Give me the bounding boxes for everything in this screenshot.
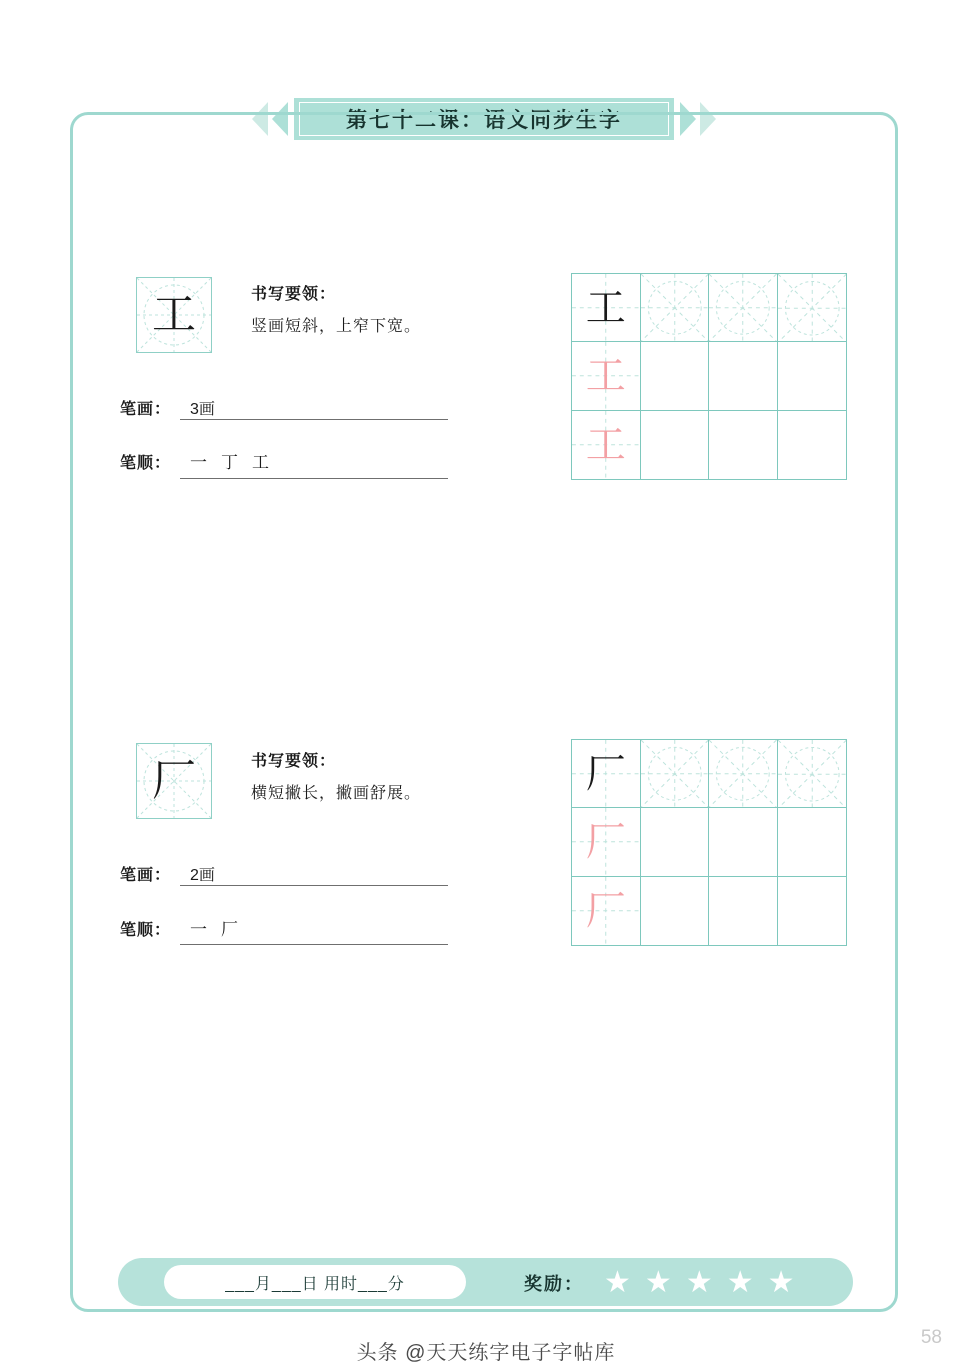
stroke-order-underline-1	[180, 478, 448, 479]
star-icon[interactable]: ★	[767, 1266, 795, 1299]
stroke-order-sequence-2	[190, 915, 252, 940]
practice-character: 厂	[585, 750, 626, 797]
practice-cell[interactable]	[572, 411, 641, 479]
page-title: 第七十二课：语文同步生字	[346, 109, 622, 132]
stroke-count-underline-2	[180, 885, 448, 886]
stroke-order-underline-2	[180, 944, 448, 945]
practice-grid-1	[571, 273, 847, 480]
stroke-count-underline-1	[180, 419, 448, 420]
cell-guide-lines	[709, 274, 777, 342]
practice-cell[interactable]	[709, 274, 778, 342]
tips-text-2: 横短撇长，撇画舒展。	[251, 785, 422, 802]
practice-cell[interactable]	[709, 877, 778, 945]
practice-cell[interactable]	[709, 411, 778, 479]
practice-cell[interactable]	[572, 274, 641, 342]
practice-cell[interactable]	[778, 342, 847, 410]
reward-stars	[604, 1266, 795, 1300]
practice-cell[interactable]	[641, 740, 710, 808]
cell-guide-lines	[778, 274, 847, 342]
practice-cell[interactable]	[778, 411, 847, 479]
practice-cell[interactable]	[641, 877, 710, 945]
reward-label: 奖励：	[524, 1274, 584, 1294]
watermark-text: 头条 @天天练字电子字帖库	[356, 1342, 616, 1364]
star-icon[interactable]: ★	[685, 1266, 713, 1299]
demo-character-1: 工	[152, 289, 196, 340]
date-time-field[interactable]: ___月___日 用时___分	[164, 1265, 466, 1299]
stroke-count-value-1: 3画	[190, 401, 215, 418]
practice-cell[interactable]	[778, 808, 847, 876]
stroke-glyph: 一	[190, 453, 221, 473]
practice-character: 工	[585, 352, 626, 399]
demo-character-2: 厂	[152, 755, 196, 806]
practice-cell[interactable]	[641, 342, 710, 410]
cell-guide-lines	[709, 740, 777, 808]
star-icon[interactable]: ★	[726, 1266, 754, 1299]
practice-cell[interactable]	[641, 808, 710, 876]
star-icon[interactable]: ★	[604, 1266, 631, 1299]
stroke-count-label-1: 笔画：	[120, 401, 172, 418]
practice-grid-2	[571, 739, 847, 946]
practice-cell[interactable]	[778, 740, 847, 808]
practice-cell[interactable]	[709, 342, 778, 410]
practice-character: 厂	[585, 818, 626, 865]
cell-guide-lines	[641, 274, 709, 342]
stroke-order-sequence-1	[190, 448, 283, 473]
practice-cell[interactable]	[709, 740, 778, 808]
practice-cell[interactable]	[709, 808, 778, 876]
stroke-glyph: 一	[190, 920, 221, 940]
star-icon[interactable]: ★	[644, 1266, 672, 1299]
practice-cell[interactable]	[572, 342, 641, 410]
practice-cell[interactable]	[572, 808, 641, 876]
practice-character: 工	[585, 421, 626, 468]
demo-character-box-2	[136, 743, 212, 819]
stroke-glyph: 厂	[221, 920, 252, 940]
practice-cell[interactable]	[641, 411, 710, 479]
demo-character-box-1	[136, 277, 212, 353]
stroke-order-label-1: 笔顺：	[120, 455, 172, 472]
stroke-glyph: 丁	[221, 453, 252, 473]
stroke-order-label-2: 笔顺：	[120, 922, 172, 939]
tips-text-1: 竖画短斜，上窄下宽。	[251, 318, 422, 335]
stroke-count-label-2: 笔画：	[120, 867, 172, 884]
page-number: 58	[920, 1327, 942, 1348]
practice-cell[interactable]	[572, 740, 641, 808]
practice-cell[interactable]	[778, 877, 847, 945]
tips-title-2: 书写要领：	[251, 753, 337, 770]
practice-character: 厂	[585, 887, 626, 934]
practice-cell[interactable]	[778, 274, 847, 342]
practice-cell[interactable]	[572, 877, 641, 945]
stroke-glyph: 工	[252, 453, 283, 473]
practice-character: 工	[585, 284, 626, 331]
tips-title-1: 书写要领：	[251, 286, 337, 303]
stroke-count-value-2: 2画	[190, 867, 215, 884]
practice-cell[interactable]	[641, 274, 710, 342]
cell-guide-lines	[641, 740, 709, 808]
cell-guide-lines	[778, 740, 847, 808]
